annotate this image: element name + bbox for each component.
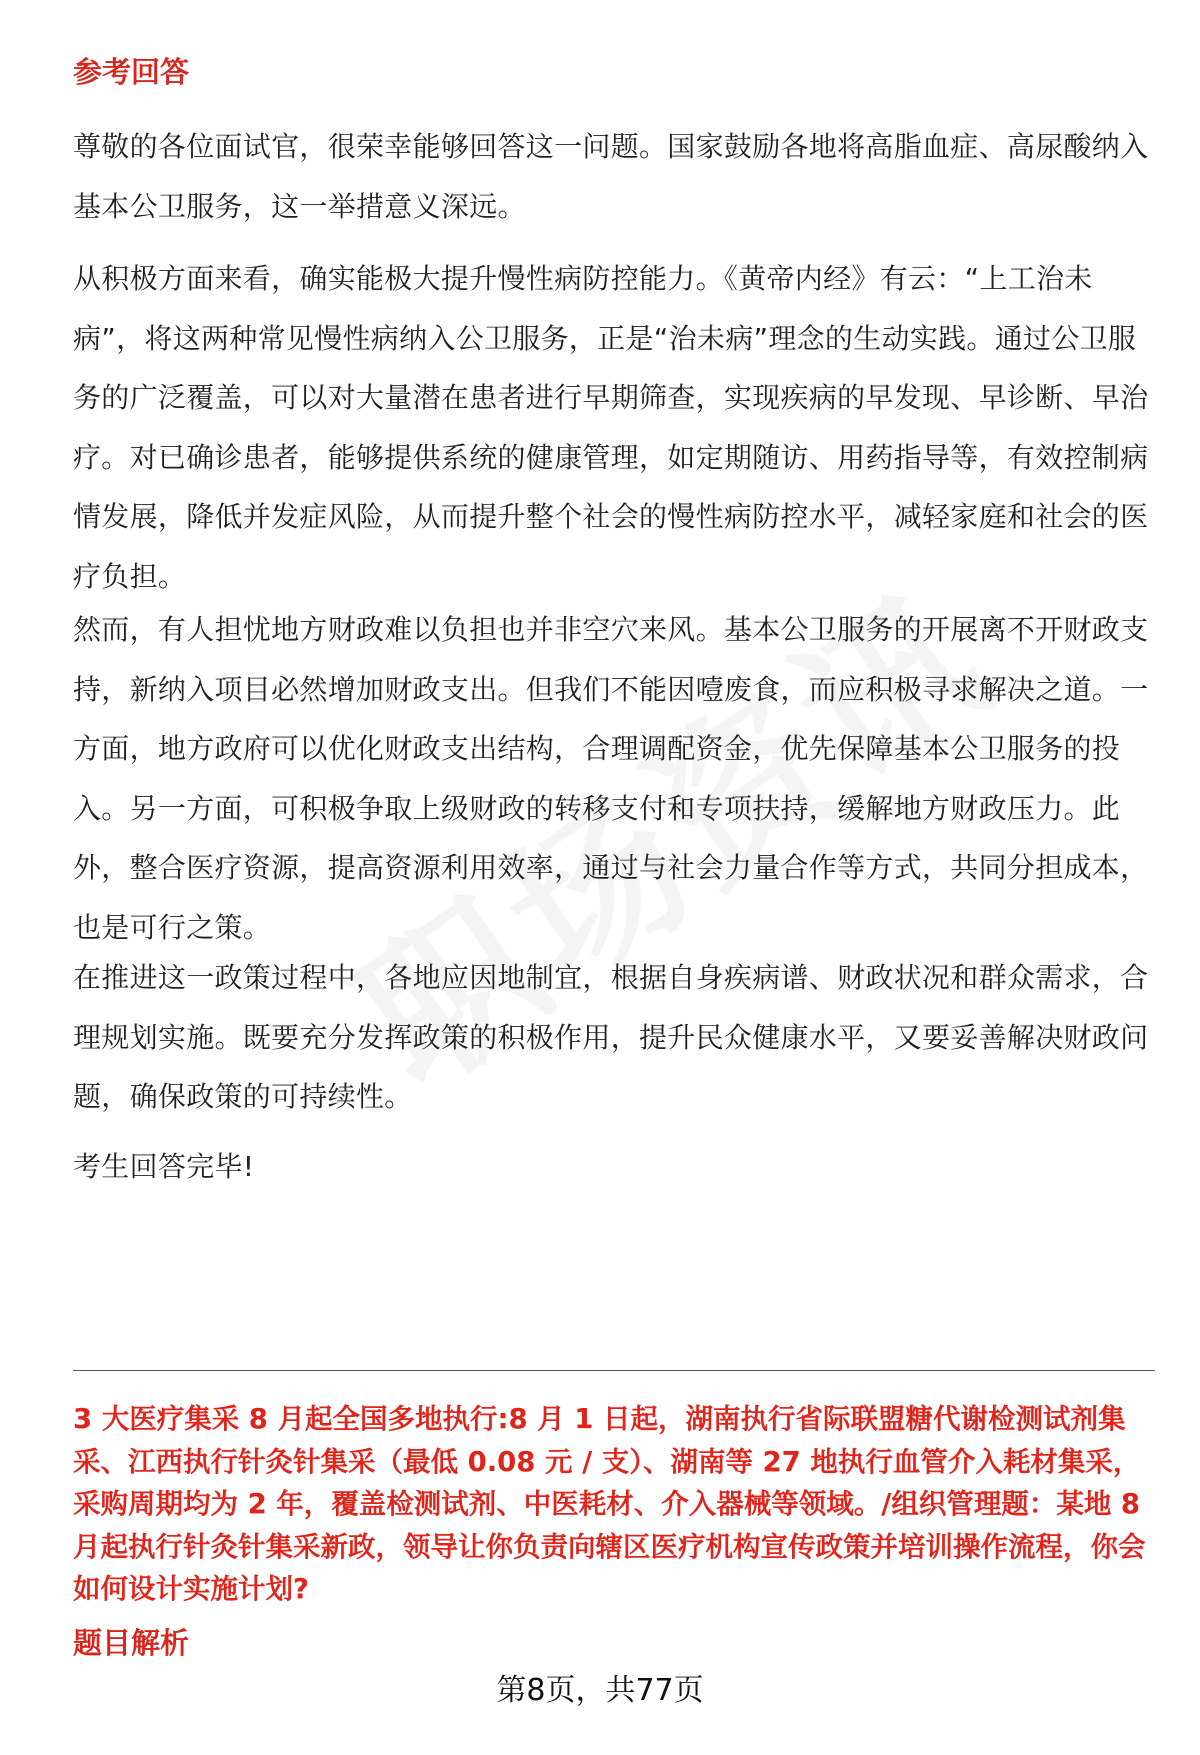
analysis-heading: 题目解析 [73, 1626, 190, 1660]
answer-paragraph-implementation: 在推进这一政策过程中，各地应因地制宜，根据自身疾病谱、财政状况和群众需求，合理规划实施。既要充分发挥政策的积极作用，提升民众健康水平，又要妥善解决财政问题，确保政策的可持续性。 [73, 961, 1149, 1113]
reference-answer-heading: 参考回答 [73, 55, 190, 89]
page-number: 第8页，共77页 [496, 1673, 704, 1708]
answer-closing: 考生回答完毕! [73, 1150, 255, 1183]
answer-paragraph-concern: 然而，有人担忧地方财政难以负担也并非空穴来风。基本公卫服务的开展离不开财政支持，新纳入项目必然增加财政支出。但我们不能因噎废食，而应积极寻求解决之道。一方面，地方政府可以优化财政支出结构，合理调配资金，优先保障基本公卫服务的投入。另一方面，可积极争取上级财政的转移支付和专项扶持，缓解地方财政压力。此外，整合医疗资源，提高资源利用效率，通过与社会力量合作等方式，共同分担成本，也是可行之策。 [73, 613, 1149, 944]
answer-paragraph-positive: 从积极方面来看，确实能极大提升慢性病防控能力。《黄帝内经》有云：“上工治未病”，将这两种常见慢性病纳入公卫服务，正是“治未病”理念的生动实践。通过公卫服务的广泛覆盖，可以对大量潜在患者进行早期筛查，实现疾病的早发现、早诊断、早治疗。对已确诊患者，能够提供系统的健康管理，如定期随访、用药指导等，有效控制病情发展，降低并发症风险，从而提升整个社会的慢性病防控水平，减轻家庭和社会的医疗负担。 [73, 262, 1149, 593]
next-question-text: 3 大医疗集采 8 月起全国多地执行:8 月 1 日起，湖南执行省际联盟糖代谢检测试剂集采、江西执行针灸针集采（最低 0.08 元 / 支）、湖南等 27 地执行血管介入耗材集采，采购周期均为 2 年，覆盖检测试剂、中医耗材、介入器械等领域。/组织管理题：某地 8 月起执行针灸针集采新政，领导让你负责向辖区医疗机构宣传政策并培训操作流程，你会如何设计实施计划? [73, 1403, 1146, 1605]
answer-paragraph-intro: 尊敬的各位面试官，很荣幸能够回答这一问题。国家鼓励各地将高脂血症、高尿酸纳入基本公卫服务，这一举措意义深远。 [73, 130, 1149, 223]
section-divider [73, 1370, 1155, 1371]
